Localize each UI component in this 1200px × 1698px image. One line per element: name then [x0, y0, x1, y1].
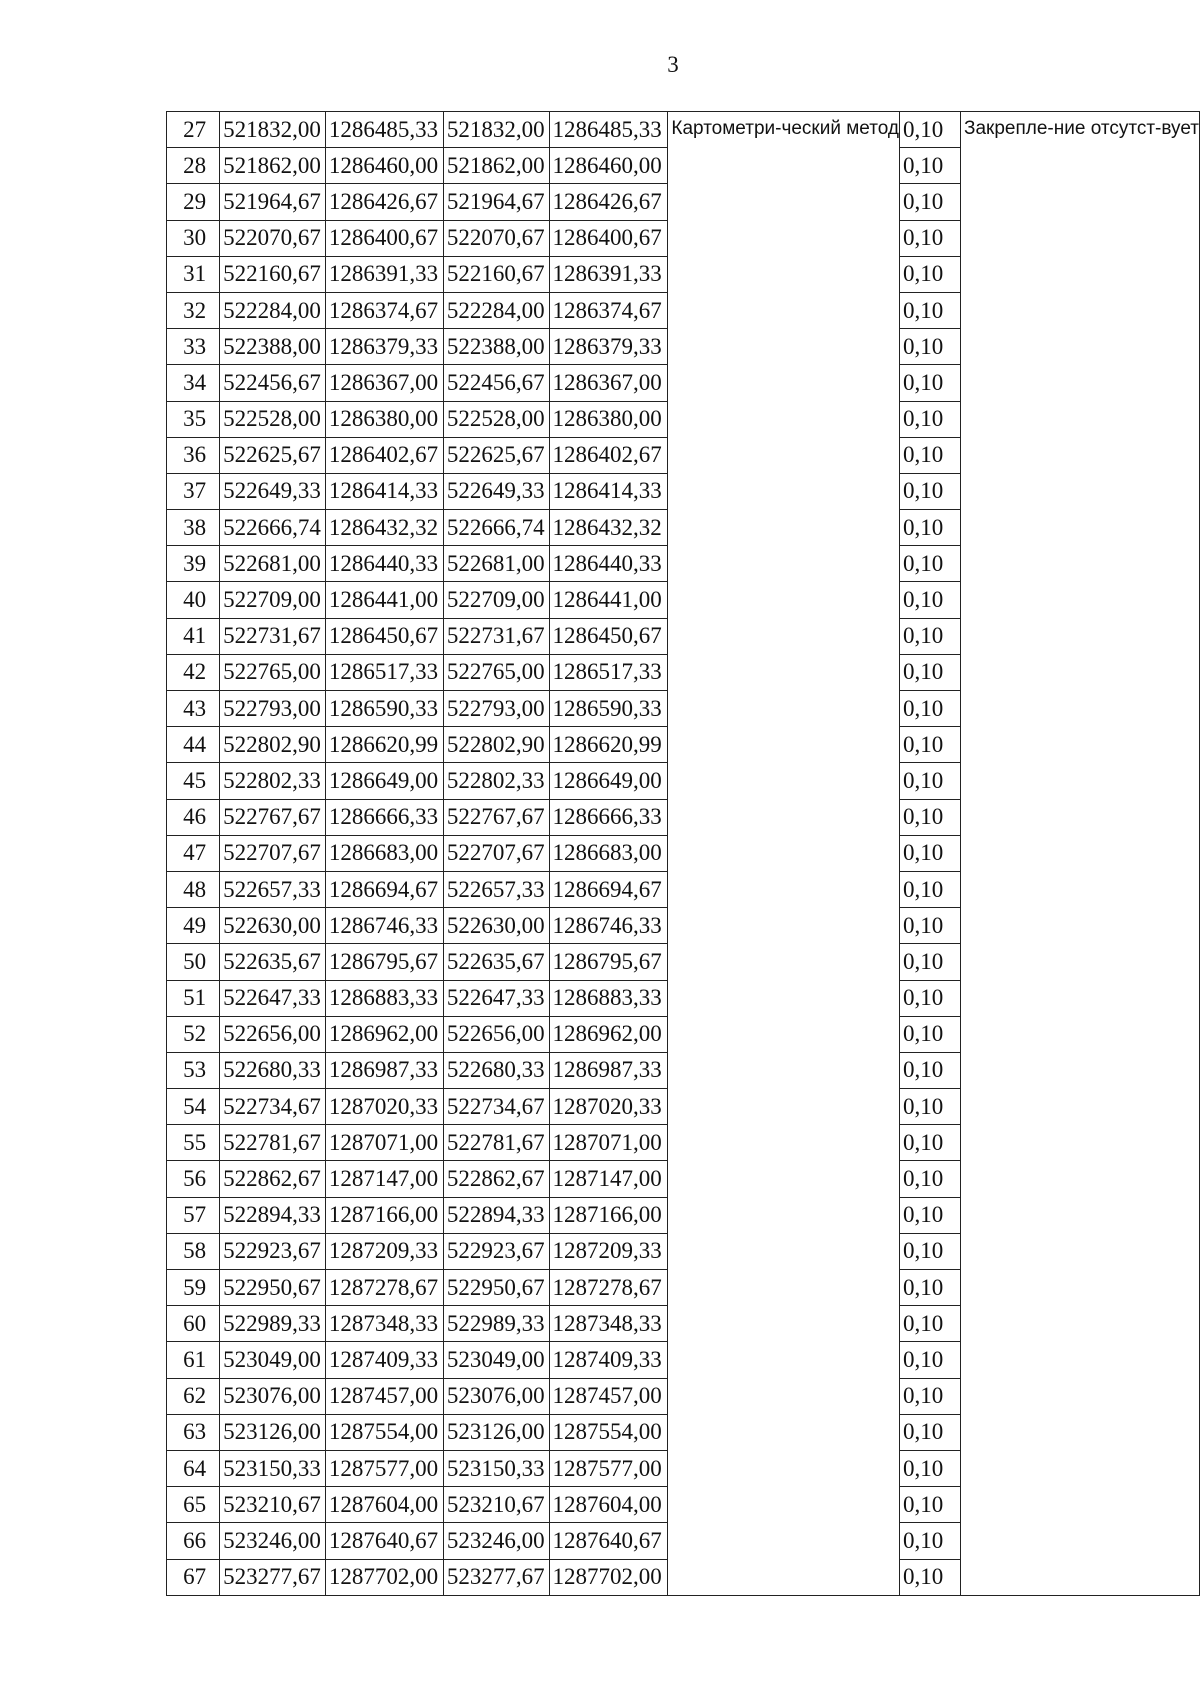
old-y-cell: 1286649,00: [325, 763, 443, 799]
new-x-cell: 522989,33: [443, 1306, 549, 1342]
old-y-cell: 1286460,00: [325, 148, 443, 184]
old-x-cell: 522767,67: [220, 799, 326, 835]
point-number-cell: 64: [167, 1450, 220, 1486]
old-y-cell: 1286620,99: [325, 727, 443, 763]
old-x-cell: 522765,00: [220, 654, 326, 690]
old-x-cell: 522802,33: [220, 763, 326, 799]
accuracy-cell: 0,10: [899, 1523, 960, 1559]
point-number-cell: 49: [167, 908, 220, 944]
old-x-cell: 522528,00: [220, 401, 326, 437]
old-x-cell: 523076,00: [220, 1378, 326, 1414]
new-x-cell: 522681,00: [443, 546, 549, 582]
old-x-cell: 522647,33: [220, 980, 326, 1016]
old-y-cell: 1286795,67: [325, 944, 443, 980]
point-number-cell: 45: [167, 763, 220, 799]
old-y-cell: 1287020,33: [325, 1089, 443, 1125]
point-number-cell: 33: [167, 329, 220, 365]
old-y-cell: 1286414,33: [325, 473, 443, 509]
new-y-cell: 1287278,67: [549, 1270, 668, 1306]
new-x-cell: 522680,33: [443, 1052, 549, 1088]
new-x-cell: 522284,00: [443, 292, 549, 328]
old-y-cell: 1287071,00: [325, 1125, 443, 1161]
old-y-cell: 1286400,67: [325, 220, 443, 256]
accuracy-cell: 0,10: [899, 292, 960, 328]
accuracy-cell: 0,10: [899, 1089, 960, 1125]
old-y-cell: 1286440,33: [325, 546, 443, 582]
old-x-cell: 522731,67: [220, 618, 326, 654]
accuracy-cell: 0,10: [899, 401, 960, 437]
old-y-cell: 1286426,67: [325, 184, 443, 220]
old-x-cell: 522950,67: [220, 1270, 326, 1306]
old-x-cell: 522781,67: [220, 1125, 326, 1161]
new-x-cell: 523246,00: [443, 1523, 549, 1559]
old-x-cell: 523277,67: [220, 1559, 326, 1595]
old-x-cell: 522793,00: [220, 691, 326, 727]
old-y-cell: 1286402,67: [325, 437, 443, 473]
new-y-cell: 1287604,00: [549, 1487, 668, 1523]
new-x-cell: 522635,67: [443, 944, 549, 980]
new-y-cell: 1286649,00: [549, 763, 668, 799]
new-x-cell: 522862,67: [443, 1161, 549, 1197]
coordinates-table-body: [167, 112, 1200, 1596]
new-x-cell: 522625,67: [443, 437, 549, 473]
new-x-cell: 522649,33: [443, 473, 549, 509]
old-y-cell: 1286590,33: [325, 691, 443, 727]
old-y-cell: 1287409,33: [325, 1342, 443, 1378]
old-x-cell: 522666,74: [220, 510, 326, 546]
accuracy-cell: 0,10: [899, 1125, 960, 1161]
new-x-cell: 523076,00: [443, 1378, 549, 1414]
old-x-cell: 523246,00: [220, 1523, 326, 1559]
point-number-cell: 34: [167, 365, 220, 401]
old-x-cell: 521862,00: [220, 148, 326, 184]
accuracy-cell: 0,10: [899, 835, 960, 871]
point-number-cell: 28: [167, 148, 220, 184]
accuracy-cell: 0,10: [899, 691, 960, 727]
old-y-cell: 1287577,00: [325, 1450, 443, 1486]
old-x-cell: 522680,33: [220, 1052, 326, 1088]
old-x-cell: 522630,00: [220, 908, 326, 944]
point-number-cell: 29: [167, 184, 220, 220]
old-y-cell: 1286517,33: [325, 654, 443, 690]
new-x-cell: 522160,67: [443, 256, 549, 292]
new-x-cell: 521964,67: [443, 184, 549, 220]
old-x-cell: 523049,00: [220, 1342, 326, 1378]
accuracy-cell: 0,10: [899, 1487, 960, 1523]
new-x-cell: 522666,74: [443, 510, 549, 546]
point-number-cell: 60: [167, 1306, 220, 1342]
accuracy-cell: 0,10: [899, 148, 960, 184]
point-number-cell: 31: [167, 256, 220, 292]
old-y-cell: 1286391,33: [325, 256, 443, 292]
accuracy-cell: 0,10: [899, 871, 960, 907]
old-x-cell: 522989,33: [220, 1306, 326, 1342]
page-number: 3: [667, 52, 679, 77]
point-number-cell: 38: [167, 510, 220, 546]
old-y-cell: 1286441,00: [325, 582, 443, 618]
new-y-cell: 1286694,67: [549, 871, 668, 907]
old-y-cell: 1287457,00: [325, 1378, 443, 1414]
accuracy-cell: 0,10: [899, 908, 960, 944]
old-y-cell: 1286683,00: [325, 835, 443, 871]
new-x-cell: 522731,67: [443, 618, 549, 654]
old-y-cell: 1287640,67: [325, 1523, 443, 1559]
new-y-cell: 1287147,00: [549, 1161, 668, 1197]
new-y-cell: 1286883,33: [549, 980, 668, 1016]
accuracy-cell: 0,10: [899, 1052, 960, 1088]
new-y-cell: 1286987,33: [549, 1052, 668, 1088]
new-y-cell: 1286746,33: [549, 908, 668, 944]
old-x-cell: 522635,67: [220, 944, 326, 980]
new-y-cell: 1286683,00: [549, 835, 668, 871]
accuracy-cell: 0,10: [899, 184, 960, 220]
accuracy-cell: 0,10: [899, 1016, 960, 1052]
old-y-cell: 1287604,00: [325, 1487, 443, 1523]
accuracy-cell: 0,10: [899, 1233, 960, 1269]
accuracy-cell: 0,10: [899, 473, 960, 509]
new-y-cell: 1286460,00: [549, 148, 668, 184]
new-x-cell: 522781,67: [443, 1125, 549, 1161]
point-number-cell: 63: [167, 1414, 220, 1450]
accuracy-cell: 0,10: [899, 329, 960, 365]
new-x-cell: 522630,00: [443, 908, 549, 944]
accuracy-cell: 0,10: [899, 654, 960, 690]
point-number-cell: 56: [167, 1161, 220, 1197]
new-x-cell: 522456,67: [443, 365, 549, 401]
point-number-cell: 54: [167, 1089, 220, 1125]
fixing-cell: Закрепле-ние отсутст-вует: [960, 112, 1199, 1596]
accuracy-cell: 0,10: [899, 365, 960, 401]
point-number-cell: 67: [167, 1559, 220, 1595]
old-y-cell: 1286379,33: [325, 329, 443, 365]
accuracy-cell: 0,10: [899, 763, 960, 799]
new-y-cell: 1286795,67: [549, 944, 668, 980]
old-y-cell: 1286962,00: [325, 1016, 443, 1052]
new-y-cell: 1286379,33: [549, 329, 668, 365]
old-y-cell: 1286432,32: [325, 510, 443, 546]
point-number-cell: 62: [167, 1378, 220, 1414]
new-x-cell: 522894,33: [443, 1197, 549, 1233]
new-y-cell: 1287348,33: [549, 1306, 668, 1342]
accuracy-cell: 0,10: [899, 1342, 960, 1378]
point-number-cell: 39: [167, 546, 220, 582]
new-x-cell: 522657,33: [443, 871, 549, 907]
new-x-cell: 522793,00: [443, 691, 549, 727]
new-y-cell: 1287020,33: [549, 1089, 668, 1125]
old-x-cell: 522862,67: [220, 1161, 326, 1197]
new-y-cell: 1286414,33: [549, 473, 668, 509]
accuracy-cell: 0,10: [899, 618, 960, 654]
new-x-cell: 523277,67: [443, 1559, 549, 1595]
new-y-cell: 1287457,00: [549, 1378, 668, 1414]
new-x-cell: 523150,33: [443, 1450, 549, 1486]
old-y-cell: 1287348,33: [325, 1306, 443, 1342]
point-number-cell: 27: [167, 112, 220, 148]
point-number-cell: 51: [167, 980, 220, 1016]
accuracy-cell: 0,10: [899, 944, 960, 980]
old-x-cell: 522649,33: [220, 473, 326, 509]
old-x-cell: 523210,67: [220, 1487, 326, 1523]
new-y-cell: 1286440,33: [549, 546, 668, 582]
point-number-cell: 43: [167, 691, 220, 727]
old-y-cell: 1286450,67: [325, 618, 443, 654]
old-y-cell: 1287278,67: [325, 1270, 443, 1306]
point-number-cell: 57: [167, 1197, 220, 1233]
accuracy-cell: 0,10: [899, 727, 960, 763]
new-y-cell: 1287554,00: [549, 1414, 668, 1450]
old-x-cell: 522707,67: [220, 835, 326, 871]
new-y-cell: 1286367,00: [549, 365, 668, 401]
new-y-cell: 1286441,00: [549, 582, 668, 618]
accuracy-cell: 0,10: [899, 1450, 960, 1486]
point-number-cell: 53: [167, 1052, 220, 1088]
new-x-cell: 521862,00: [443, 148, 549, 184]
new-y-cell: 1287071,00: [549, 1125, 668, 1161]
old-y-cell: 1287702,00: [325, 1559, 443, 1595]
point-number-cell: 30: [167, 220, 220, 256]
old-x-cell: 522456,67: [220, 365, 326, 401]
new-y-cell: 1286374,67: [549, 292, 668, 328]
new-x-cell: 522802,33: [443, 763, 549, 799]
accuracy-cell: 0,10: [899, 220, 960, 256]
point-number-cell: 35: [167, 401, 220, 437]
new-x-cell: 522647,33: [443, 980, 549, 1016]
new-y-cell: 1286666,33: [549, 799, 668, 835]
new-x-cell: 522388,00: [443, 329, 549, 365]
accuracy-cell: 0,10: [899, 1414, 960, 1450]
new-x-cell: 522528,00: [443, 401, 549, 437]
new-x-cell: 522070,67: [443, 220, 549, 256]
point-number-cell: 36: [167, 437, 220, 473]
new-y-cell: 1286380,00: [549, 401, 668, 437]
point-number-cell: 59: [167, 1270, 220, 1306]
old-x-cell: 522923,67: [220, 1233, 326, 1269]
new-y-cell: 1287577,00: [549, 1450, 668, 1486]
old-x-cell: 522802,90: [220, 727, 326, 763]
old-x-cell: 521964,67: [220, 184, 326, 220]
new-y-cell: 1286391,33: [549, 256, 668, 292]
new-y-cell: 1286485,33: [549, 112, 668, 148]
old-y-cell: 1287554,00: [325, 1414, 443, 1450]
new-y-cell: 1287166,00: [549, 1197, 668, 1233]
new-x-cell: 522923,67: [443, 1233, 549, 1269]
old-y-cell: 1286746,33: [325, 908, 443, 944]
table-row: [167, 112, 1200, 148]
new-x-cell: 522802,90: [443, 727, 549, 763]
new-x-cell: 522734,67: [443, 1089, 549, 1125]
old-x-cell: 522160,67: [220, 256, 326, 292]
point-number-cell: 40: [167, 582, 220, 618]
point-number-cell: 48: [167, 871, 220, 907]
accuracy-cell: 0,10: [899, 1270, 960, 1306]
old-y-cell: 1286380,00: [325, 401, 443, 437]
accuracy-cell: 0,10: [899, 510, 960, 546]
accuracy-cell: 0,10: [899, 799, 960, 835]
point-number-cell: 66: [167, 1523, 220, 1559]
old-x-cell: 522656,00: [220, 1016, 326, 1052]
new-y-cell: 1286450,67: [549, 618, 668, 654]
accuracy-cell: 0,10: [899, 256, 960, 292]
accuracy-cell: 0,10: [899, 546, 960, 582]
new-x-cell: 522656,00: [443, 1016, 549, 1052]
old-y-cell: 1286987,33: [325, 1052, 443, 1088]
new-y-cell: 1286432,32: [549, 510, 668, 546]
accuracy-cell: 0,10: [899, 437, 960, 473]
old-y-cell: 1287209,33: [325, 1233, 443, 1269]
new-y-cell: 1286962,00: [549, 1016, 668, 1052]
accuracy-cell: 0,10: [899, 1306, 960, 1342]
new-y-cell: 1286402,67: [549, 437, 668, 473]
point-number-cell: 61: [167, 1342, 220, 1378]
new-y-cell: 1287640,67: [549, 1523, 668, 1559]
new-x-cell: 522950,67: [443, 1270, 549, 1306]
point-number-cell: 55: [167, 1125, 220, 1161]
old-x-cell: 522625,67: [220, 437, 326, 473]
new-x-cell: 522765,00: [443, 654, 549, 690]
old-y-cell: 1286485,33: [325, 112, 443, 148]
old-y-cell: 1287166,00: [325, 1197, 443, 1233]
point-number-cell: 44: [167, 727, 220, 763]
old-x-cell: 522284,00: [220, 292, 326, 328]
new-y-cell: 1287209,33: [549, 1233, 668, 1269]
point-number-cell: 65: [167, 1487, 220, 1523]
old-y-cell: 1286883,33: [325, 980, 443, 1016]
new-x-cell: 523049,00: [443, 1342, 549, 1378]
old-x-cell: 522894,33: [220, 1197, 326, 1233]
old-x-cell: 522734,67: [220, 1089, 326, 1125]
point-number-cell: 42: [167, 654, 220, 690]
old-y-cell: 1286374,67: [325, 292, 443, 328]
accuracy-cell: 0,10: [899, 1559, 960, 1595]
new-y-cell: 1287702,00: [549, 1559, 668, 1595]
old-x-cell: 522388,00: [220, 329, 326, 365]
point-number-cell: 47: [167, 835, 220, 871]
new-x-cell: 522709,00: [443, 582, 549, 618]
method-cell: Картометри-ческий метод: [668, 112, 900, 1596]
new-x-cell: 523210,67: [443, 1487, 549, 1523]
new-y-cell: 1286426,67: [549, 184, 668, 220]
point-number-cell: 50: [167, 944, 220, 980]
new-y-cell: 1286620,99: [549, 727, 668, 763]
old-x-cell: 523126,00: [220, 1414, 326, 1450]
point-number-cell: 41: [167, 618, 220, 654]
new-y-cell: 1286400,67: [549, 220, 668, 256]
accuracy-cell: 0,10: [899, 1197, 960, 1233]
old-x-cell: 523150,33: [220, 1450, 326, 1486]
accuracy-cell: 0,10: [899, 1161, 960, 1197]
old-x-cell: 521832,00: [220, 112, 326, 148]
new-x-cell: 523126,00: [443, 1414, 549, 1450]
point-number-cell: 32: [167, 292, 220, 328]
point-number-cell: 52: [167, 1016, 220, 1052]
point-number-cell: 58: [167, 1233, 220, 1269]
accuracy-cell: 0,10: [899, 980, 960, 1016]
new-y-cell: 1286590,33: [549, 691, 668, 727]
new-x-cell: 521832,00: [443, 112, 549, 148]
old-y-cell: 1286694,67: [325, 871, 443, 907]
point-number-cell: 46: [167, 799, 220, 835]
coordinates-table: [166, 111, 1200, 1596]
old-x-cell: 522709,00: [220, 582, 326, 618]
new-y-cell: 1286517,33: [549, 654, 668, 690]
old-x-cell: 522681,00: [220, 546, 326, 582]
accuracy-cell: 0,10: [899, 1378, 960, 1414]
old-y-cell: 1286666,33: [325, 799, 443, 835]
accuracy-cell: 0,10: [899, 582, 960, 618]
new-y-cell: 1287409,33: [549, 1342, 668, 1378]
new-x-cell: 522707,67: [443, 835, 549, 871]
point-number-cell: 37: [167, 473, 220, 509]
old-y-cell: 1287147,00: [325, 1161, 443, 1197]
accuracy-cell: 0,10: [899, 112, 960, 148]
new-x-cell: 522767,67: [443, 799, 549, 835]
old-y-cell: 1286367,00: [325, 365, 443, 401]
old-x-cell: 522657,33: [220, 871, 326, 907]
old-x-cell: 522070,67: [220, 220, 326, 256]
